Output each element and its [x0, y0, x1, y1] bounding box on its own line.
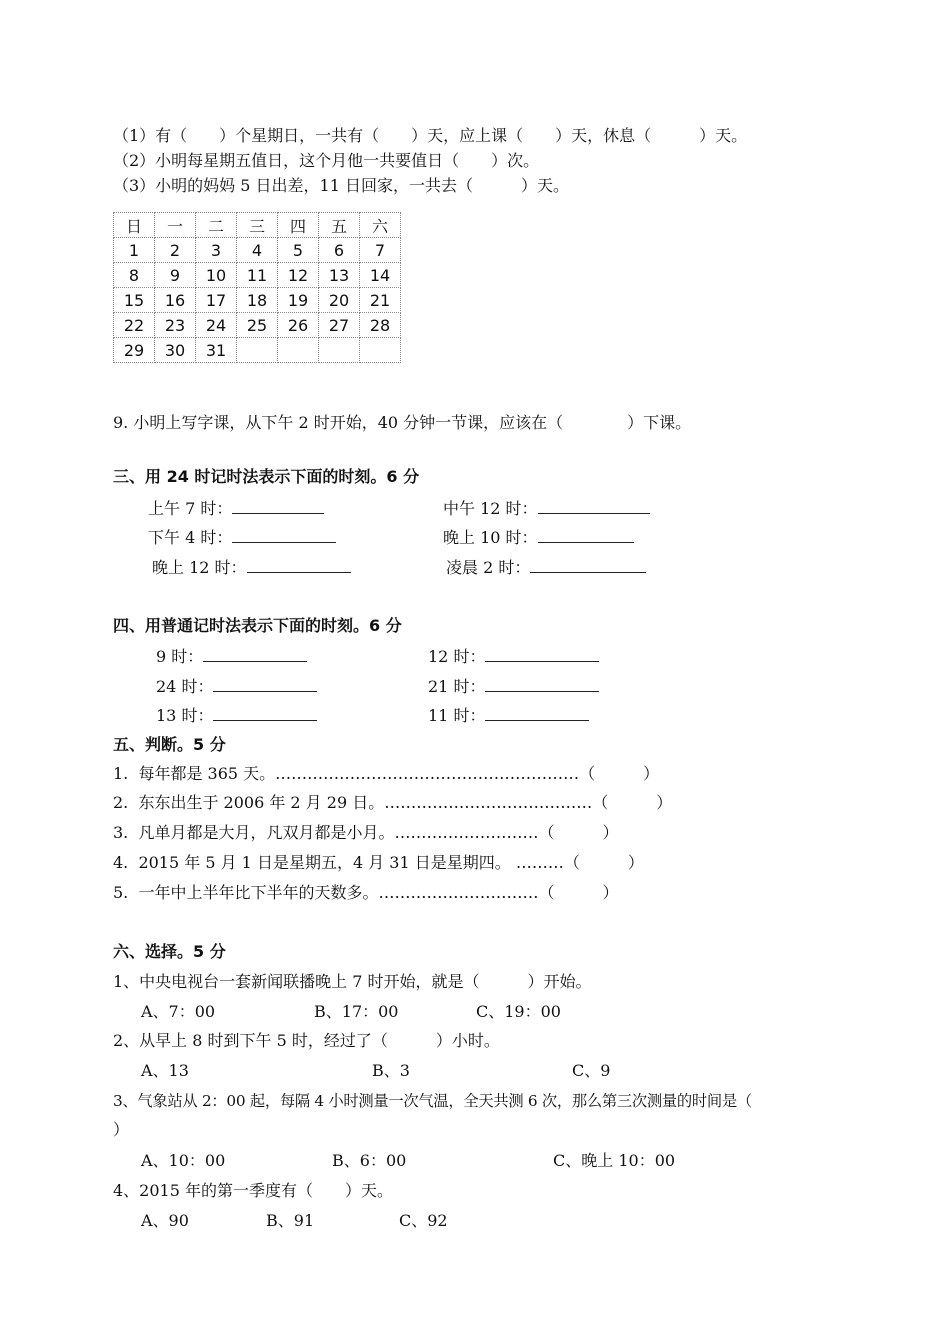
s4-item-3: 24 时： [156, 676, 317, 697]
calendar-day: 6 [319, 238, 360, 263]
choice-question-2: 2、从早上 8 时到下午 5 时，经过了（ ）小时。 [113, 1031, 500, 1050]
answer-blank[interactable] [538, 498, 650, 514]
weekday-header: 日 [114, 213, 155, 238]
section3-title: 三、用 24 时记时法表示下面的时刻。6 分 [113, 467, 420, 486]
s3-item-3: 下午 4 时： [148, 527, 336, 548]
s3-item-1: 上午 7 时： [148, 498, 324, 519]
choice-option[interactable]: C、晚上 10：00 [553, 1151, 676, 1170]
choice-option[interactable]: C、19：00 [476, 1002, 561, 1021]
q8-line-3: （3）小明的妈妈 5 日出差，11 日回家，一共去（ ）天。 [113, 176, 569, 195]
calendar-day: 4 [237, 238, 278, 263]
calendar-day: 21 [360, 288, 401, 313]
answer-blank[interactable] [247, 557, 351, 573]
choice-question-4: 4、2015 年的第一季度有（ ）天。 [113, 1181, 393, 1200]
q8-line-1: （1）有（ ）个星期日，一共有（ ）天，应上课（ ）天，休息（ ）天。 [113, 126, 748, 145]
calendar-day [360, 338, 401, 363]
calendar-week-row [114, 288, 401, 313]
calendar-week-row [114, 313, 401, 338]
section6-title: 六、选择。5 分 [113, 942, 226, 961]
section5-title: 五、判断。5 分 [113, 735, 226, 754]
choice-option[interactable]: A、10：00 [141, 1151, 226, 1170]
answer-blank[interactable] [213, 676, 317, 692]
s3-item-5: 晚上 12 时： [152, 557, 351, 578]
calendar-day: 1 [114, 238, 155, 263]
weekday-header: 二 [196, 213, 237, 238]
calendar-day: 8 [114, 263, 155, 288]
choice-question-3: 3、气象站从 2：00 起，每隔 4 小时测量一次气温，全天共测 6 次，那么第三次测量的时间是（ [113, 1092, 752, 1110]
calendar-day: 25 [237, 313, 278, 338]
choice-option[interactable]: A、7：00 [141, 1002, 216, 1021]
choice-option[interactable]: B、6：00 [332, 1151, 407, 1170]
judge-item: 1. 每年都是 365 天。…………………………………………………（ ） [113, 764, 660, 783]
calendar-week-row [114, 238, 401, 263]
calendar-day: 20 [319, 288, 360, 313]
calendar-day: 16 [155, 288, 196, 313]
answer-blank[interactable] [538, 527, 634, 543]
calendar-day: 10 [196, 263, 237, 288]
calendar-day: 29 [114, 338, 155, 363]
answer-blank[interactable] [232, 527, 336, 543]
calendar-day: 19 [278, 288, 319, 313]
answer-blank[interactable] [485, 676, 599, 692]
weekday-header: 一 [155, 213, 196, 238]
s3-item-6: 凌晨 2 时： [446, 557, 646, 578]
choice-option[interactable]: B、17：00 [314, 1002, 399, 1021]
choice-option[interactable]: A、90 [141, 1211, 189, 1230]
calendar-day: 14 [360, 263, 401, 288]
q8-line-2: （2）小明每星期五值日，这个月他一共要值日（ ）次。 [113, 151, 540, 170]
calendar-week-row [114, 263, 401, 288]
choice-option[interactable]: B、3 [372, 1061, 410, 1080]
choice-option[interactable]: B、91 [266, 1211, 315, 1230]
answer-blank[interactable] [485, 646, 599, 662]
calendar-day: 7 [360, 238, 401, 263]
calendar-day: 28 [360, 313, 401, 338]
judge-item: 3. 凡单月都是大月，凡双月都是小月。………………………（ ） [113, 823, 619, 842]
section4-title: 四、用普通记时法表示下面的时刻。6 分 [113, 616, 402, 635]
calendar-day: 12 [278, 263, 319, 288]
weekday-header: 三 [237, 213, 278, 238]
calendar-day: 30 [155, 338, 196, 363]
weekday-header: 五 [319, 213, 360, 238]
calendar-day: 15 [114, 288, 155, 313]
weekday-header: 六 [360, 213, 401, 238]
answer-blank[interactable] [203, 646, 307, 662]
s4-item-5: 13 时： [156, 705, 317, 726]
s3-item-2: 中午 12 时： [443, 498, 650, 519]
calendar-day: 9 [155, 263, 196, 288]
calendar-day: 26 [278, 313, 319, 338]
calendar-day [278, 338, 319, 363]
calendar-day: 2 [155, 238, 196, 263]
choice-option[interactable]: C、92 [399, 1211, 448, 1230]
s4-item-6: 11 时： [428, 705, 589, 726]
answer-blank[interactable] [232, 498, 324, 514]
choice-question-1: 1、中央电视台一套新闻联播晚上 7 时开始，就是（ ）开始。 [113, 972, 592, 991]
choice-option[interactable]: C、9 [572, 1061, 611, 1080]
calendar-day: 17 [196, 288, 237, 313]
s4-item-2: 12 时： [428, 646, 599, 667]
calendar-day: 5 [278, 238, 319, 263]
judge-item: 5. 一年中上半年比下半年的天数多。…………………………（ ） [113, 883, 619, 902]
calendar-day: 13 [319, 263, 360, 288]
calendar-week-row [114, 338, 401, 363]
calendar-day [237, 338, 278, 363]
calendar-table [113, 212, 401, 363]
judge-item: 4. 2015 年 5 月 1 日是星期五，4 月 31 日是星期四。 ………（ ） [113, 853, 644, 872]
calendar-day: 11 [237, 263, 278, 288]
calendar-day: 31 [196, 338, 237, 363]
calendar-day: 18 [237, 288, 278, 313]
answer-blank[interactable] [485, 705, 589, 721]
choice-question-3-cont: ） [113, 1120, 130, 1139]
calendar-day: 22 [114, 313, 155, 338]
weekday-header: 四 [278, 213, 319, 238]
s3-item-4: 晚上 10 时： [443, 527, 634, 548]
calendar-day [319, 338, 360, 363]
calendar-day: 23 [155, 313, 196, 338]
answer-blank[interactable] [530, 557, 646, 573]
s4-item-1: 9 时： [156, 646, 307, 667]
calendar-day: 24 [196, 313, 237, 338]
answer-blank[interactable] [213, 705, 317, 721]
q9-text: 9. 小明上写字课，从下午 2 时开始，40 分钟一节课，应该在（ ）下课。 [113, 413, 692, 432]
calendar-header-row [114, 213, 401, 238]
calendar-day: 3 [196, 238, 237, 263]
calendar-day: 27 [319, 313, 360, 338]
choice-option[interactable]: A、13 [141, 1061, 189, 1080]
s4-item-4: 21 时： [428, 676, 599, 697]
judge-item: 2. 东东出生于 2006 年 2 月 29 日。…………………………………（ ） [113, 793, 673, 812]
